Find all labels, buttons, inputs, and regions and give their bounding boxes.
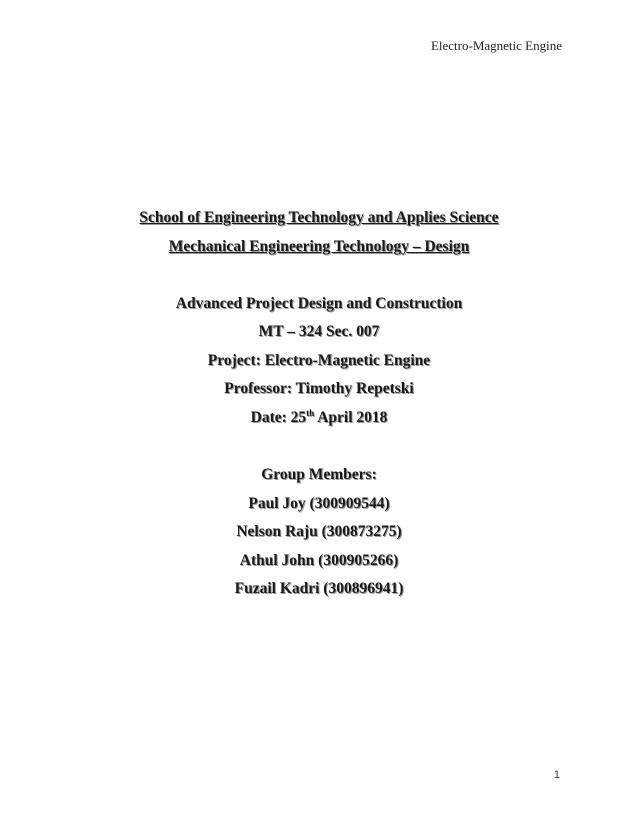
course-name: Advanced Project Design and Construction: [175, 295, 463, 312]
program-name: Mechanical Engineering Technology – Design: [168, 238, 470, 255]
group-member: Nelson Raju (300873275): [236, 523, 402, 540]
date-suffix: April 2018: [314, 409, 388, 426]
page-number: 1: [553, 769, 560, 781]
date-prefix: Date: 25: [250, 409, 307, 426]
project-title: Project: Electro-Magnetic Engine: [207, 352, 431, 369]
course-code: MT – 324 Sec. 007: [258, 323, 380, 340]
submission-date: [0, 408, 638, 428]
group-member: Paul Joy (300909544): [248, 495, 390, 512]
running-header: Electro-Magnetic Engine: [430, 38, 562, 53]
school-name: School of Engineering Technology and Applies Science: [139, 209, 499, 226]
group-member: Athul John (300905266): [239, 552, 399, 569]
professor-name: Professor: Timothy Repetski: [224, 380, 414, 397]
date-ordinal: th: [306, 407, 315, 418]
group-heading: Group Members:: [261, 466, 377, 483]
group-member: Fuzail Kadri (300896941): [234, 580, 404, 597]
